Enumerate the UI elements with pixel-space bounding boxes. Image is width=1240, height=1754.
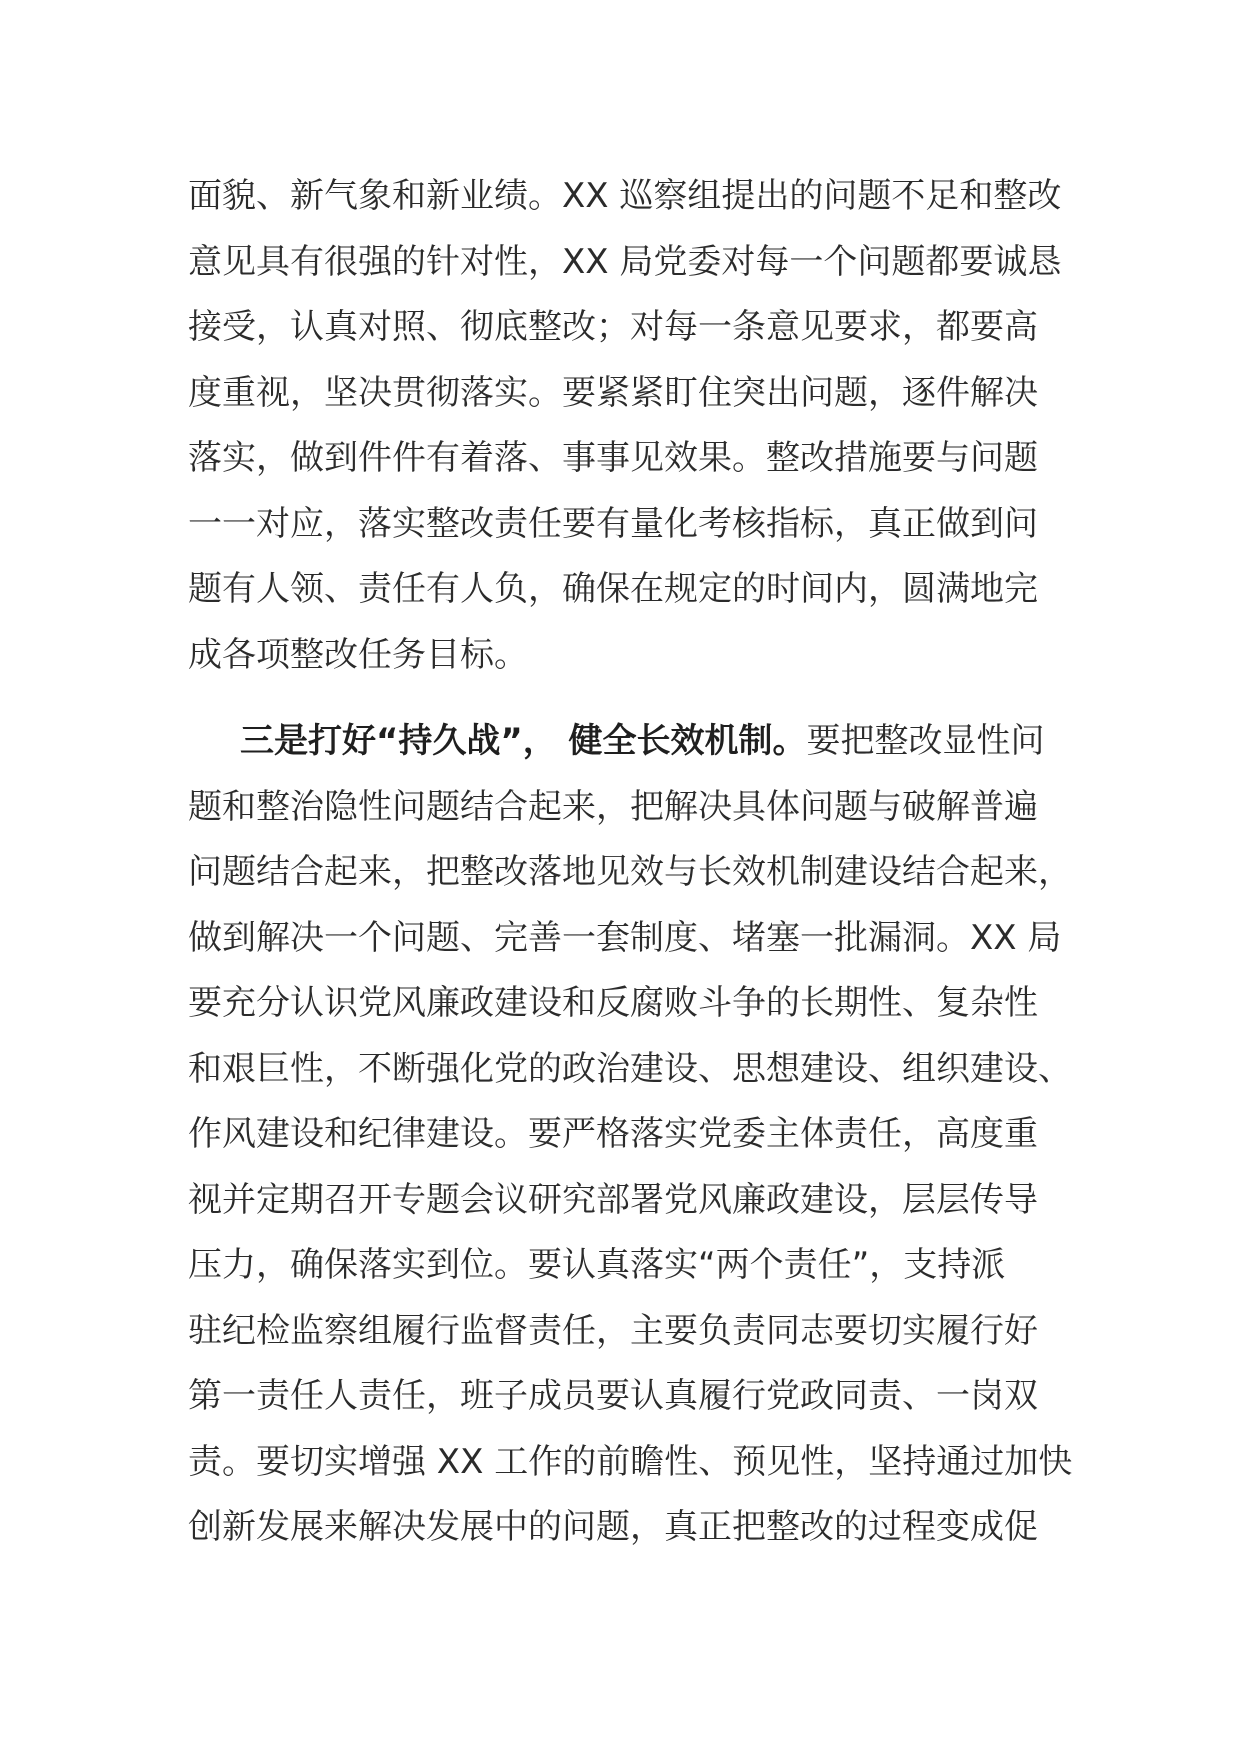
paragraph-line: 题和整治隐性问题结合起来，把解决具体问题与破解普遍 bbox=[188, 786, 1038, 827]
paragraph-heading: 三是打好“持久战”， 健全长效机制。 bbox=[240, 721, 807, 761]
paragraph-line: 意见具有很强的针对性，XX 局党委对每一个问题都要诚恳 bbox=[188, 241, 1062, 282]
paragraph-line: 作风建设和纪律建设。要严格落实党委主体责任，高度重 bbox=[188, 1114, 1038, 1154]
paragraph-line: 做到解决一个问题、完善一套制度、堵塞一批漏洞。XX 局 bbox=[188, 917, 1062, 958]
paragraph-line: 压力，确保落实到位。要认真落实“两个责任”，支持派 bbox=[188, 1245, 1006, 1285]
paragraph-line: 视并定期召开专题会议研究部署党风廉政建设，层层传导 bbox=[188, 1179, 1038, 1220]
paragraph-line: 要充分认识党风廉政建设和反腐败斗争的长期性、复杂性 bbox=[188, 983, 1038, 1023]
paragraph-line: 和艰巨性，不断强化党的政治建设、思想建设、组织建设、 bbox=[188, 1048, 1072, 1089]
paragraph-2 bbox=[188, 709, 1073, 1561]
paragraph-line: 责。要切实增强 XX 工作的前瞻性、预见性，坚持通过加快 bbox=[188, 1441, 1073, 1482]
paragraph-first-line-text: 要把整改显性问 bbox=[806, 721, 1045, 761]
paragraph-line: 落实，做到件件有着落、事事见效果。整改措施要与问题 bbox=[188, 438, 1038, 478]
paragraph-line: 问题结合起来，把整改落地见效与长效机制建设结合起来， bbox=[188, 852, 1072, 892]
paragraph-line: 第一责任人责任，班子成员要认真履行党政同责、一岗双 bbox=[188, 1376, 1038, 1416]
paragraph-line: 一一对应，落实整改责任要有量化考核指标，真正做到问 bbox=[188, 503, 1038, 544]
paragraph-line: 创新发展来解决发展中的问题，真正把整改的过程变成促 bbox=[188, 1507, 1038, 1547]
paragraph-line: 度重视，坚决贯彻落实。要紧紧盯住突出问题，逐件解决 bbox=[188, 372, 1038, 413]
paragraph-line: 驻纪检监察组履行监督责任，主要负责同志要切实履行好 bbox=[188, 1310, 1038, 1351]
paragraph-first-line bbox=[188, 709, 1058, 775]
paragraph-line: 成各项整改任务目标。 bbox=[188, 634, 528, 675]
paragraph-line: 面貌、新气象和新业绩。XX 巡察组提出的问题不足和整改 bbox=[188, 176, 1062, 216]
paragraph-line: 接受，认真对照、彻底整改；对每一条意见要求，都要高 bbox=[188, 307, 1038, 347]
paragraph-1 bbox=[188, 164, 1062, 688]
paragraph-line: 题有人领、责任有人负，确保在规定的时间内，圆满地完 bbox=[188, 569, 1038, 609]
